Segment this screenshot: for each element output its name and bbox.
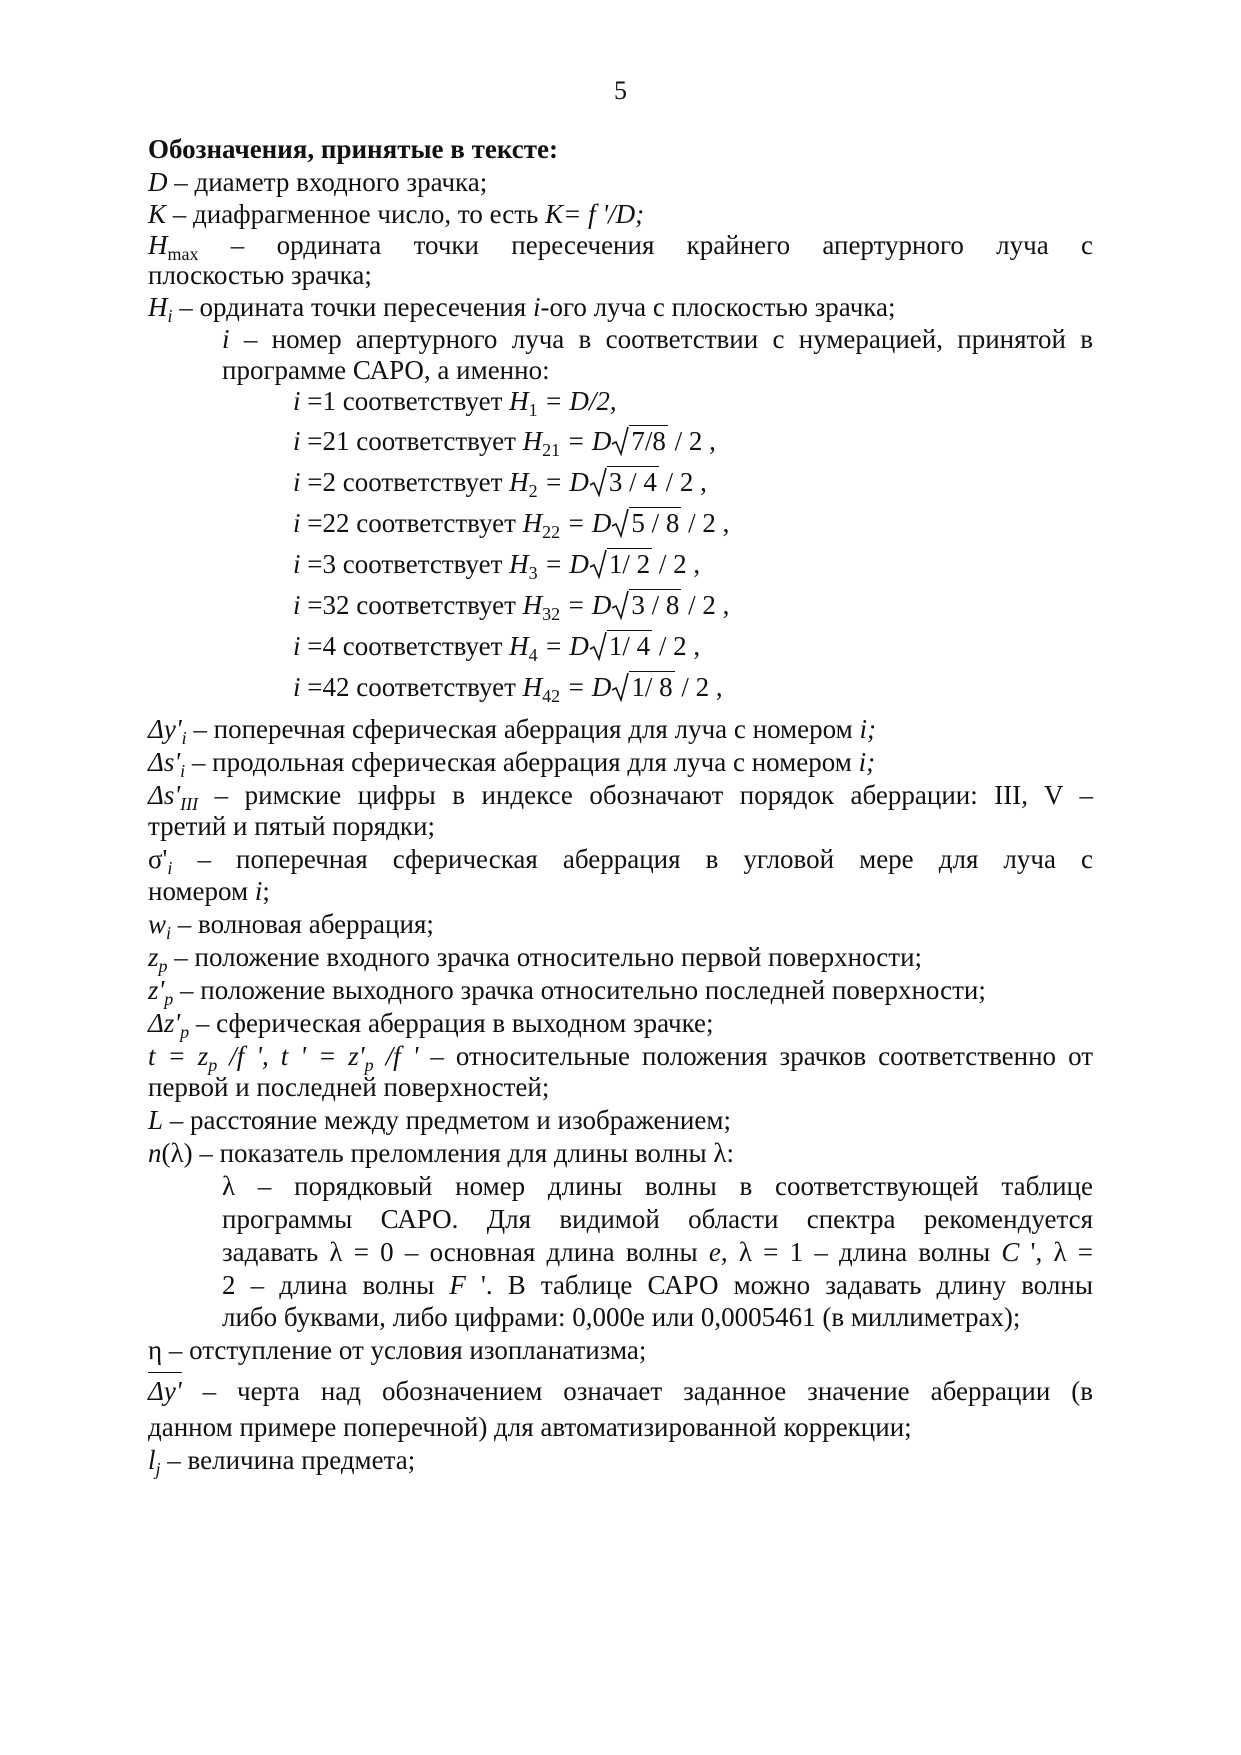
- def-dsiii: $\Delta s'_{III}$ – римские цифры в индексе обозначают порядок аберрации: III, V –: [148, 780, 1093, 814]
- heading: Обозначения, принятые в тексте:: [148, 134, 558, 164]
- def-d: D – диаметр входного зрачка;: [148, 167, 488, 197]
- sqrt: 1/ 2: [589, 547, 652, 581]
- def-sigma: $\sigma'_i$ – поперечная сферическая аберрация в угловой мере для луча с: [148, 844, 1093, 878]
- ray-row: i =4 соответствует $H_4 = D$ 1/ 4 / 2 ,: [293, 631, 701, 665]
- def-lambda-1: λ – порядковый номер длины волны в соответствующей таблице: [222, 1171, 1093, 1201]
- ray-row: i =3 соответствует $H_3 = D$ 1/ 2 / 2 ,: [293, 549, 701, 583]
- def-zp: $z_p$ – положение входного зрачка относительно первой поверхности;: [148, 942, 923, 976]
- def-lj: $l_j$ – величина предмета;: [148, 1445, 416, 1479]
- def-i-line2: программе САРО, а именно:: [222, 355, 550, 385]
- def-t-cont: первой и последней поверхностей;: [148, 1072, 550, 1102]
- def-lambda-2: программы САРО. Для видимой области спектра рекомендуется: [222, 1204, 1093, 1234]
- ray-row: i =1 соответствует $H_1 = D/2$,: [293, 386, 617, 420]
- ray-row: i =42 соответствует $H_{42} = D$ 1/ 8 / 2 ,: [293, 672, 723, 706]
- ray-row: i =21 соответствует $H_{21} = D$ 7/8 / 2 ,: [293, 426, 716, 460]
- def-eta: η – отступление от условия изопланатизма;: [148, 1335, 647, 1365]
- sqrt: 7/8: [611, 424, 668, 458]
- sqrt: 3 / 4: [589, 465, 659, 499]
- ray-row: i =32 соответствует $H_{32} = D$ 3 / 8 / 2 ,: [293, 590, 730, 624]
- def-lambda-5: либо буквами, либо цифрами: 0,000e или 0,0005461 (в миллиметрах);: [222, 1302, 1021, 1332]
- ray-row: i =2 соответствует $H_2 = D$ 3 / 4 / 2 ,: [293, 467, 707, 501]
- ray-row: i =22 соответствует $H_{22} = D$ 5 / 8 / 2 ,: [293, 508, 730, 542]
- def-l: L – расстояние между предметом и изображением;: [148, 1105, 731, 1135]
- def-zpp: $z'_p$ – положение выходного зрачка относительно последней поверхности;: [148, 975, 986, 1009]
- def-n: n(λ) – показатель преломления для длины волны λ:: [148, 1138, 734, 1168]
- def-dsi: $\Delta s'_i$ – продольная сферическая аберрация для луча с номером i;: [148, 747, 876, 781]
- def-dyi: $\Delta y'_i$ – поперечная сферическая аберрация для луча с номером i;: [148, 714, 876, 748]
- sqrt: 3 / 8: [611, 588, 681, 622]
- def-bar-cont: данном примере поперечной) для автоматизированной коррекции;: [148, 1412, 912, 1442]
- def-t: $t = z_p$ /f ', t ' = $z'_p$ /f ' – относительные положения зрачков соответственно от: [148, 1041, 1094, 1075]
- def-hmax-cont: плоскостью зрачка;: [148, 260, 372, 290]
- sqrt: 5 / 8: [611, 506, 681, 540]
- def-bar: Δy' – черта над обозначением означает заданное значение аберрации (в: [148, 1372, 1093, 1408]
- def-k: K – диафрагменное число, то есть K= f '/D;: [148, 199, 645, 229]
- sqrt: 1/ 8: [611, 670, 674, 704]
- def-wi: $w_i$ – волновая аберрация;: [148, 909, 434, 943]
- def-dzp: $\Delta z'_p$ – сферическая аберрация в выходном зрачке;: [148, 1008, 714, 1042]
- def-sigma-cont: номером i;: [148, 876, 270, 906]
- def-i-line1: i – номер апертурного луча в соответствии с нумерацией, принятой в: [222, 324, 1093, 354]
- def-hi: $H_i$ – ордината точки пересечения i-ого луча с плоскостью зрачка;: [148, 292, 896, 326]
- def-dsiii-cont: третий и пятый порядки;: [148, 811, 435, 841]
- def-lambda-4: 2 – длина волны F '. В таблице САРО можно задавать длину волны: [222, 1270, 1093, 1300]
- def-hmax: $H_{max}$ – ордината точки пересечения крайнего апертурного луча с: [148, 230, 1093, 264]
- page-number: 5: [614, 76, 627, 105]
- def-lambda-3: задавать λ = 0 – основная длина волны e, λ = 1 – длина волны C ', λ =: [222, 1237, 1093, 1267]
- sqrt: 1/ 4: [589, 629, 652, 663]
